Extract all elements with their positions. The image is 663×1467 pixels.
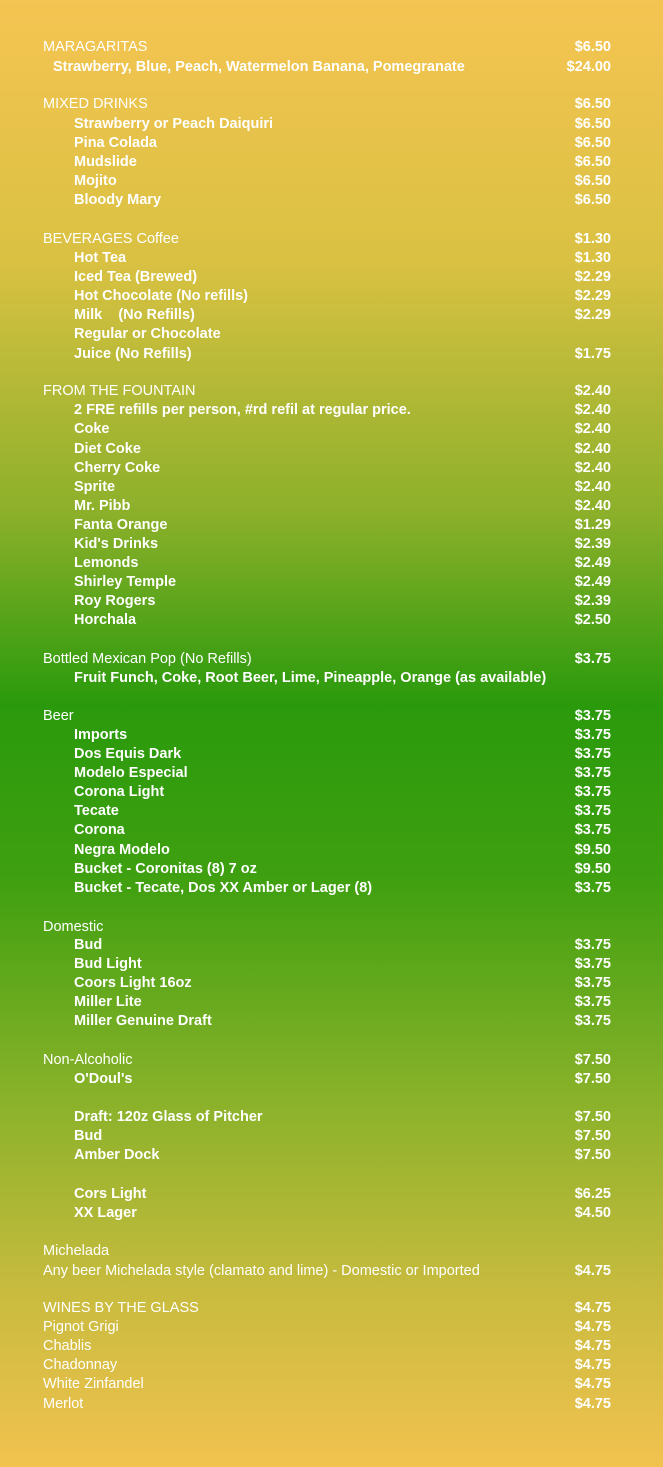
menu-line: [0, 764, 663, 783]
item-price: $4.75: [574, 1376, 611, 1392]
menu-line: [0, 1337, 663, 1356]
item-label: Amber Dock: [74, 1147, 160, 1163]
item-label: Bloody Mary: [74, 192, 162, 208]
item-label: Coors Light 16oz: [74, 975, 192, 991]
menu-line: [0, 249, 663, 268]
menu-line: [0, 726, 663, 745]
item-price: $7.50: [574, 1071, 611, 1087]
item-label: Bottled Mexican Pop (No Refills): [43, 651, 252, 667]
item-price: $3.75: [574, 880, 611, 896]
item-price: $7.50: [574, 1109, 611, 1125]
item-label: WINES BY THE GLASS: [43, 1300, 199, 1316]
item-label: Non-Alcoholic: [43, 1052, 133, 1068]
item-price: $3.75: [574, 651, 611, 667]
menu-line: [0, 325, 663, 344]
item-price: $4.75: [574, 1319, 611, 1335]
item-price: $2.40: [574, 383, 611, 399]
item-price: $1.29: [574, 517, 611, 533]
item-price: $6.50: [574, 192, 611, 208]
item-label: Tecate: [74, 803, 119, 819]
item-label: Bud: [74, 937, 103, 953]
item-label: Coke: [74, 421, 110, 437]
item-price: $4.75: [574, 1300, 611, 1316]
item-label: Fanta Orange: [74, 517, 168, 533]
item-label: Cherry Coke: [74, 460, 161, 476]
item-label: Pignot Grigi: [43, 1319, 119, 1335]
item-price: $1.30: [574, 250, 611, 266]
item-label: Roy Rogers: [74, 593, 156, 609]
item-label: Cors Light: [74, 1186, 147, 1202]
item-label: Miller Genuine Draft: [74, 1013, 212, 1029]
menu-line: [0, 669, 663, 688]
item-price: $6.50: [574, 135, 611, 151]
item-label: Negra Modelo: [74, 842, 170, 858]
item-price: $9.50: [574, 842, 611, 858]
menu-line: [0, 153, 663, 172]
item-label: Sprite: [74, 479, 116, 495]
item-price: $3.75: [574, 994, 611, 1010]
menu-line: [0, 1375, 663, 1394]
menu-line: [0, 1242, 663, 1261]
item-price: $2.40: [574, 421, 611, 437]
menu-line: [0, 172, 663, 191]
item-price: $6.50: [574, 116, 611, 132]
menu-line: [0, 1051, 663, 1070]
menu-line: [0, 287, 663, 306]
item-label: BEVERAGES Coffee: [43, 231, 179, 247]
menu-line: [0, 1185, 663, 1204]
menu-line: [0, 134, 663, 153]
item-price: $4.75: [574, 1263, 611, 1279]
item-price: $3.75: [574, 822, 611, 838]
item-price: $2.40: [574, 402, 611, 418]
item-label: Pina Colada: [74, 135, 157, 151]
item-label: Dos Equis Dark: [74, 746, 182, 762]
item-price: $7.50: [574, 1128, 611, 1144]
menu-line: [0, 1395, 663, 1414]
item-label: Chablis: [43, 1338, 92, 1354]
item-price: $4.75: [574, 1357, 611, 1373]
item-label: Chadonnay: [43, 1357, 118, 1373]
item-price: $6.50: [574, 39, 611, 55]
item-price: $2.29: [574, 288, 611, 304]
item-price: $24.00: [566, 59, 611, 75]
item-label: Strawberry or Peach Daiquiri: [74, 116, 274, 132]
menu-line: [0, 1012, 663, 1031]
menu-line: [0, 191, 663, 210]
item-label: Iced Tea (Brewed): [74, 269, 198, 285]
menu-line: [0, 306, 663, 325]
item-price: $2.49: [574, 555, 611, 571]
item-label: Hot Tea: [74, 250, 127, 266]
menu-line: [0, 58, 663, 77]
menu-line: [0, 268, 663, 287]
item-price: $2.39: [574, 536, 611, 552]
item-label: Kid's Drinks: [74, 536, 159, 552]
item-label: Strawberry, Blue, Peach, Watermelon Banana, Pomegranate: [53, 59, 465, 75]
menu-line: [0, 459, 663, 478]
item-label: Modelo Especial: [74, 765, 188, 781]
item-label: Shirley Temple: [74, 574, 177, 590]
menu-line: [0, 497, 663, 516]
item-price: $3.75: [574, 708, 611, 724]
menu-line: [0, 382, 663, 401]
menu-line: [0, 650, 663, 669]
item-price: $2.49: [574, 574, 611, 590]
menu-line: [0, 1356, 663, 1375]
item-price: $6.50: [574, 173, 611, 189]
item-price: $3.75: [574, 765, 611, 781]
item-label: Mojito: [74, 173, 117, 189]
item-label: Domestic: [43, 919, 104, 935]
item-label: Lemonds: [74, 555, 139, 571]
item-label: Bucket - Tecate, Dos XX Amber or Lager (8): [74, 880, 373, 896]
menu-line: [0, 38, 663, 57]
menu-line: [0, 802, 663, 821]
item-label: Hot Chocolate (No refills): [74, 288, 249, 304]
menu-line: [0, 592, 663, 611]
item-price: $3.75: [574, 956, 611, 972]
item-label: Mudslide: [74, 154, 137, 170]
item-price: $1.75: [574, 346, 611, 362]
item-label: XX Lager: [74, 1205, 137, 1221]
menu-line: [0, 841, 663, 860]
menu-line: [0, 478, 663, 497]
menu-line: [0, 707, 663, 726]
item-price: $7.50: [574, 1052, 611, 1068]
item-label: Fruit Funch, Coke, Root Beer, Lime, Pineapple, Orange (as available): [74, 670, 547, 686]
menu-line: [0, 1318, 663, 1337]
item-label: Michelada: [43, 1243, 110, 1259]
item-label: Regular or Chocolate: [74, 326, 221, 342]
menu-line: [0, 1127, 663, 1146]
item-label: Merlot: [43, 1396, 84, 1412]
menu-line: [0, 516, 663, 535]
item-price: $6.50: [574, 96, 611, 112]
item-label: Bucket - Coronitas (8) 7 oz: [74, 861, 257, 877]
menu-line: [0, 401, 663, 420]
item-label: MARAGARITAS: [43, 39, 148, 55]
menu-line: [0, 1299, 663, 1318]
menu-line: [0, 783, 663, 802]
item-label: Horchala: [74, 612, 137, 628]
menu-line: [0, 611, 663, 630]
item-label: O'Doul's: [74, 1071, 133, 1087]
item-label: Imports: [74, 727, 128, 743]
item-price: $3.75: [574, 746, 611, 762]
item-price: $3.75: [574, 937, 611, 953]
item-price: $4.75: [574, 1396, 611, 1412]
item-price: $2.40: [574, 460, 611, 476]
menu-line: [0, 860, 663, 879]
menu-line: [0, 1108, 663, 1127]
menu-line: [0, 1070, 663, 1089]
menu-line: [0, 1204, 663, 1223]
item-price: $4.50: [574, 1205, 611, 1221]
item-label: Bud: [74, 1128, 103, 1144]
item-price: $6.25: [574, 1186, 611, 1202]
item-price: $2.29: [574, 269, 611, 285]
item-price: $1.30: [574, 231, 611, 247]
menu-line: [0, 1262, 663, 1281]
item-label: 2 FRE refills per person, #rd refil at regular price.: [74, 402, 411, 418]
item-price: $7.50: [574, 1147, 611, 1163]
item-price: $3.75: [574, 803, 611, 819]
menu-line: [0, 955, 663, 974]
menu-line: [0, 420, 663, 439]
item-label: Miller Lite: [74, 994, 142, 1010]
menu-line: [0, 974, 663, 993]
item-price: $3.75: [574, 727, 611, 743]
menu-line: [0, 1146, 663, 1165]
menu-line: [0, 535, 663, 554]
item-label: Bud Light: [74, 956, 142, 972]
item-price: $2.40: [574, 441, 611, 457]
item-price: $2.50: [574, 612, 611, 628]
menu-line: [0, 936, 663, 955]
item-label: Beer: [43, 708, 74, 724]
item-price: $2.29: [574, 307, 611, 323]
menu-line: [0, 554, 663, 573]
item-price: $6.50: [574, 154, 611, 170]
item-price: $2.40: [574, 498, 611, 514]
item-price: $4.75: [574, 1338, 611, 1354]
menu-line: [0, 879, 663, 898]
item-label: Mr. Pibb: [74, 498, 131, 514]
item-label: FROM THE FOUNTAIN: [43, 383, 196, 399]
menu-line: [0, 821, 663, 840]
item-price: $2.39: [574, 593, 611, 609]
menu-line: [0, 918, 663, 937]
menu-line: [0, 573, 663, 592]
menu-line: [0, 440, 663, 459]
menu-line: [0, 230, 663, 249]
item-label: White Zinfandel: [43, 1376, 144, 1392]
item-price: $3.75: [574, 1013, 611, 1029]
item-label: Corona Light: [74, 784, 165, 800]
item-label: Milk (No Refills): [74, 307, 195, 323]
item-price: $9.50: [574, 861, 611, 877]
item-label: Juice (No Refills): [74, 346, 192, 362]
menu-line: [0, 745, 663, 764]
item-label: MIXED DRINKS: [43, 96, 148, 112]
item-price: $3.75: [574, 975, 611, 991]
menu-line: [0, 115, 663, 134]
item-price: $3.75: [574, 784, 611, 800]
item-label: Diet Coke: [74, 441, 141, 457]
item-label: Draft: 120z Glass of Pitcher: [74, 1109, 263, 1125]
item-price: $2.40: [574, 479, 611, 495]
item-label: Any beer Michelada style (clamato and lime) - Domestic or Imported: [43, 1263, 480, 1279]
item-label: Corona: [74, 822, 125, 838]
menu-line: [0, 95, 663, 114]
menu-line: [0, 345, 663, 364]
menu-line: [0, 993, 663, 1012]
